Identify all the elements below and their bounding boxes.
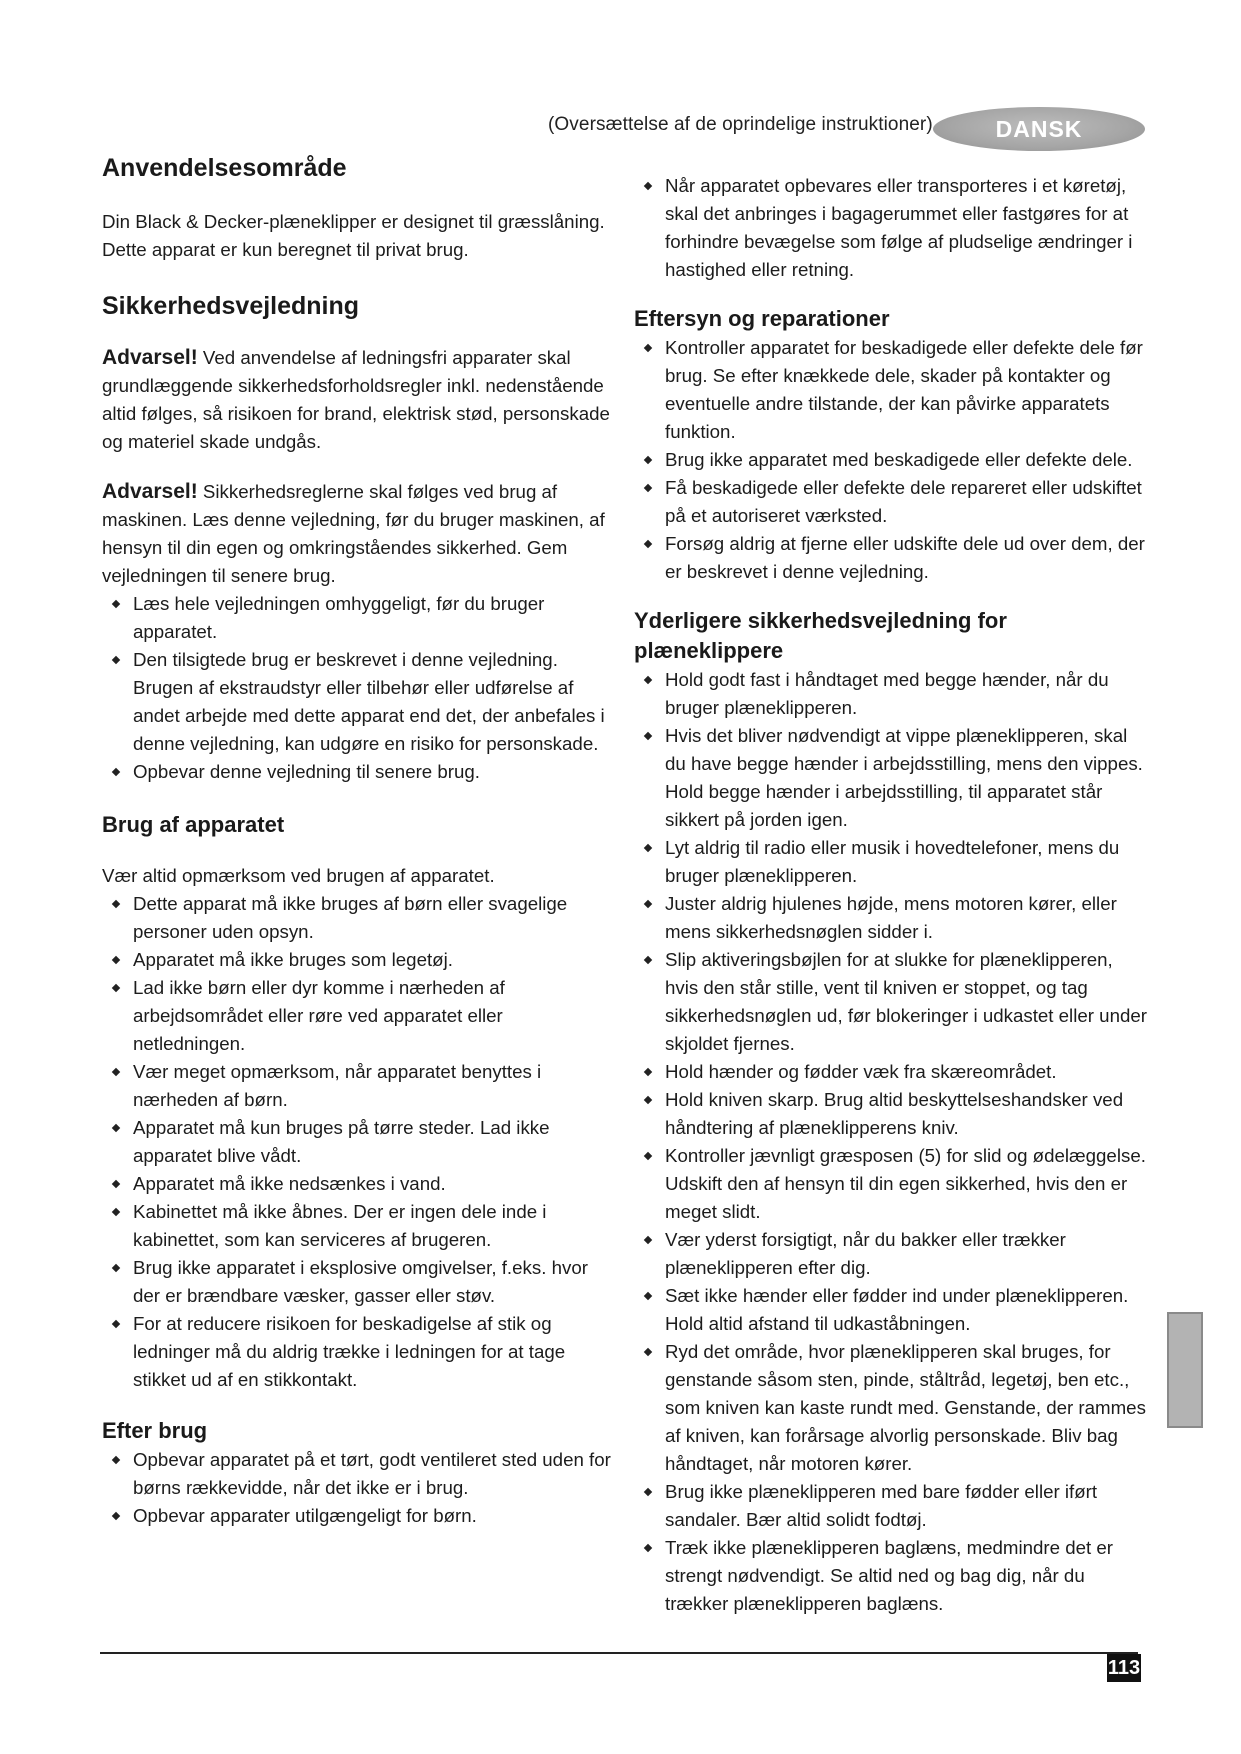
diamond-bullet-icon [112, 1208, 120, 1216]
inspection-bullet-list [634, 334, 1150, 586]
diamond-bullet-icon [112, 900, 120, 908]
diamond-bullet-icon [112, 1320, 120, 1328]
list-item: Hold kniven skarp. Brug altid beskyttelseshandsker ved håndtering af plæneklipperens kniv. [634, 1086, 1150, 1142]
warning-text: Ved anvendelse af ledningsfri apparater skal grundlæggende sikkerhedsforholdsregler inkl. nedenstående altid følges, så risikoen for brand, elektrisk stød, personskade og materiel skade undgås. [102, 347, 610, 452]
diamond-bullet-icon [112, 1068, 120, 1076]
diamond-bullet-icon [644, 676, 652, 684]
diamond-bullet-icon [112, 1512, 120, 1520]
list-item: Vær meget opmærksom, når apparatet benyttes i nærheden af børn. [102, 1058, 618, 1114]
translation-caption: (Oversættelse af de oprindelige instruktioner) [548, 114, 933, 135]
diamond-bullet-icon [644, 1236, 652, 1244]
diamond-bullet-icon [112, 956, 120, 964]
use-bullet-list [102, 890, 618, 1394]
diamond-bullet-icon [112, 656, 120, 664]
left-column [102, 150, 618, 1530]
warning-paragraph-1 [102, 344, 618, 456]
list-item: Kontroller jævnligt græsposen (5) for slid og ødelæggelse. Udskift den af hensyn til din egen sikkerhed, hvis den er meget slidt. [634, 1142, 1150, 1226]
diamond-bullet-icon [644, 1068, 652, 1076]
list-item: Brug ikke plæneklipperen med bare fødder eller iført sandaler. Bær altid solidt fodtøj. [634, 1478, 1150, 1534]
usage-title: Anvendelsesområde [102, 154, 347, 182]
list-item: Apparatet må ikke bruges som legetøj. [102, 946, 618, 974]
warning-text: Sikkerhedsreglerne skal følges ved brug af maskinen. Læs denne vejledning, før du bruger maskinen, af hensyn til din egen og omkringståendes sikkerhed. Gem vejledningen til senere brug. [102, 481, 605, 586]
list-item: Forsøg aldrig at fjerne eller udskifte dele ud over dem, der er beskrevet i denne vejledning. [634, 530, 1150, 586]
list-item: Ryd det område, hvor plæneklipperen skal bruges, for genstande såsom sten, pinde, ståltråd, legetøj, ben etc., som kniven kan kaste rundt med. Genstande, der rammes af kniven, kan forårsage alvorlig personskade. Bliv bag håndtaget, når motoren kører. [634, 1338, 1150, 1478]
diamond-bullet-icon [112, 600, 120, 608]
usage-text: Din Black & Decker-plæneklipper er designet til græsslåning. Dette apparat er kun beregnet til privat brug. [102, 211, 605, 260]
list-item: Træk ikke plæneklipperen baglæns, medmindre det er strengt nødvendigt. Se altid ned og bag dig, når du trækker plæneklipperen baglæns. [634, 1534, 1150, 1618]
list-item: Vær yderst forsigtigt, når du bakker eller trækker plæneklipperen efter dig. [634, 1226, 1150, 1282]
list-item: Læs hele vejledningen omhyggeligt, før du bruger apparatet. [102, 590, 618, 646]
diamond-bullet-icon [644, 456, 652, 464]
diamond-bullet-icon [112, 984, 120, 992]
diamond-bullet-icon [644, 1544, 652, 1552]
diamond-bullet-icon [644, 540, 652, 548]
list-item: Den tilsigtede brug er beskrevet i denne vejledning. Brugen af ekstraudstyr eller tilbehør eller udførelse af andet arbejde med dette apparat end det, der anbefales i denne vejledning, kan udgøre en risiko for personskade. [102, 646, 618, 758]
diamond-bullet-icon [644, 1096, 652, 1104]
after-title: Efter brug [102, 1418, 208, 1443]
list-item: Slip aktiveringsbøjlen for at slukke for plæneklipperen, hvis den står stille, vent til kniven er stoppet, og tag sikkerhedsnøglen ud, før blokeringer i udkastet eller under skjoldet fjernes. [634, 946, 1150, 1058]
inspection-title: Eftersyn og reparationer [634, 306, 890, 331]
page-number: 113 [1107, 1654, 1141, 1682]
warning-label: Advarsel! [102, 480, 198, 503]
warning-bullet-list [102, 590, 618, 786]
list-item: Hold godt fast i håndtaget med begge hænder, når du bruger plæneklipperen. [634, 666, 1150, 722]
diamond-bullet-icon [644, 1348, 652, 1356]
after-bullet-list [102, 1446, 618, 1530]
section-side-tab [1167, 1312, 1203, 1428]
diamond-bullet-icon [644, 1488, 652, 1496]
list-item: Sæt ikke hænder eller fødder ind under plæneklipperen. Hold altid afstand til udkaståbningen. [634, 1282, 1150, 1338]
diamond-bullet-icon [112, 1264, 120, 1272]
list-item: Lyt aldrig til radio eller musik i hovedtelefoner, mens du bruger plæneklipperen. [634, 834, 1150, 890]
list-item: Opbevar apparater utilgængeligt for børn. [102, 1502, 618, 1530]
list-item: Brug ikke apparatet i eksplosive omgivelser, f.eks. hvor der er brændbare væsker, gasser eller støv. [102, 1254, 618, 1310]
use-title: Brug af apparatet [102, 812, 285, 837]
diamond-bullet-icon [112, 1124, 120, 1132]
list-item: Hold hænder og fødder væk fra skæreområdet. [634, 1058, 1150, 1086]
mower-title: Yderligere sikkerhedsvejledning for plæneklippere [634, 608, 1007, 663]
diamond-bullet-icon [644, 1292, 652, 1300]
diamond-bullet-icon [644, 956, 652, 964]
diamond-bullet-icon [644, 732, 652, 740]
footer-divider [100, 1652, 1138, 1654]
list-item: For at reducere risikoen for beskadigelse af stik og ledninger må du aldrig trække i ledningen for at tage stikket ud af en stikkontakt. [102, 1310, 618, 1394]
diamond-bullet-icon [644, 182, 652, 190]
list-item: Dette apparat må ikke bruges af børn eller svagelige personer uden opsyn. [102, 890, 618, 946]
list-item: Når apparatet opbevares eller transporteres i et køretøj, skal det anbringes i bagagerummet eller fastgøres for at forhindre bevægelse som følge af pludselige ændringer i hastighed eller retning. [634, 172, 1150, 284]
diamond-bullet-icon [644, 900, 652, 908]
list-item: Opbevar denne vejledning til senere brug. [102, 758, 618, 786]
list-item: Hvis det bliver nødvendigt at vippe plæneklipperen, skal du have begge hænder i arbejdsstilling, mens den vippes. Hold begge hænder i arbejdsstilling, til apparatet står sikkert på jorden igen. [634, 722, 1150, 834]
language-tab: DANSK [933, 107, 1145, 151]
list-item: Få beskadigede eller defekte dele repareret eller udskiftet på et autoriseret værksted. [634, 474, 1150, 530]
list-item: Kontroller apparatet for beskadigede eller defekte dele før brug. Se efter knækkede dele, skader på kontakter og eventuelle andre tilstande, der kan påvirke apparatets funktion. [634, 334, 1150, 446]
list-item: Opbevar apparatet på et tørt, godt ventileret sted uden for børns rækkevidde, når det ikke er i brug. [102, 1446, 618, 1502]
list-item: Juster aldrig hjulenes højde, mens motoren kører, eller mens sikkerhedsnøglen sidder i. [634, 890, 1150, 946]
mower-bullet-list [634, 666, 1150, 1618]
list-item: Brug ikke apparatet med beskadigede eller defekte dele. [634, 446, 1150, 474]
diamond-bullet-icon [112, 768, 120, 776]
diamond-bullet-icon [644, 1152, 652, 1160]
use-intro: Vær altid opmærksom ved brugen af apparatet. [102, 865, 495, 886]
list-item: Apparatet må ikke nedsænkes i vand. [102, 1170, 618, 1198]
diamond-bullet-icon [644, 484, 652, 492]
list-item: Lad ikke børn eller dyr komme i nærheden af arbejdsområdet eller røre ved apparatet eller netledningen. [102, 974, 618, 1058]
warning-paragraph-2 [102, 478, 618, 590]
list-item: Kabinettet må ikke åbnes. Der er ingen dele inde i kabinettet, som kan serviceres af brugeren. [102, 1198, 618, 1254]
warning-label: Advarsel! [102, 346, 198, 369]
list-item: Apparatet må kun bruges på tørre steder. Lad ikke apparatet blive vådt. [102, 1114, 618, 1170]
safety-title: Sikkerhedsvejledning [102, 292, 360, 320]
diamond-bullet-icon [644, 844, 652, 852]
diamond-bullet-icon [112, 1456, 120, 1464]
right-column [634, 150, 1150, 1618]
diamond-bullet-icon [644, 344, 652, 352]
transport-bullet-list [634, 172, 1150, 284]
diamond-bullet-icon [112, 1180, 120, 1188]
